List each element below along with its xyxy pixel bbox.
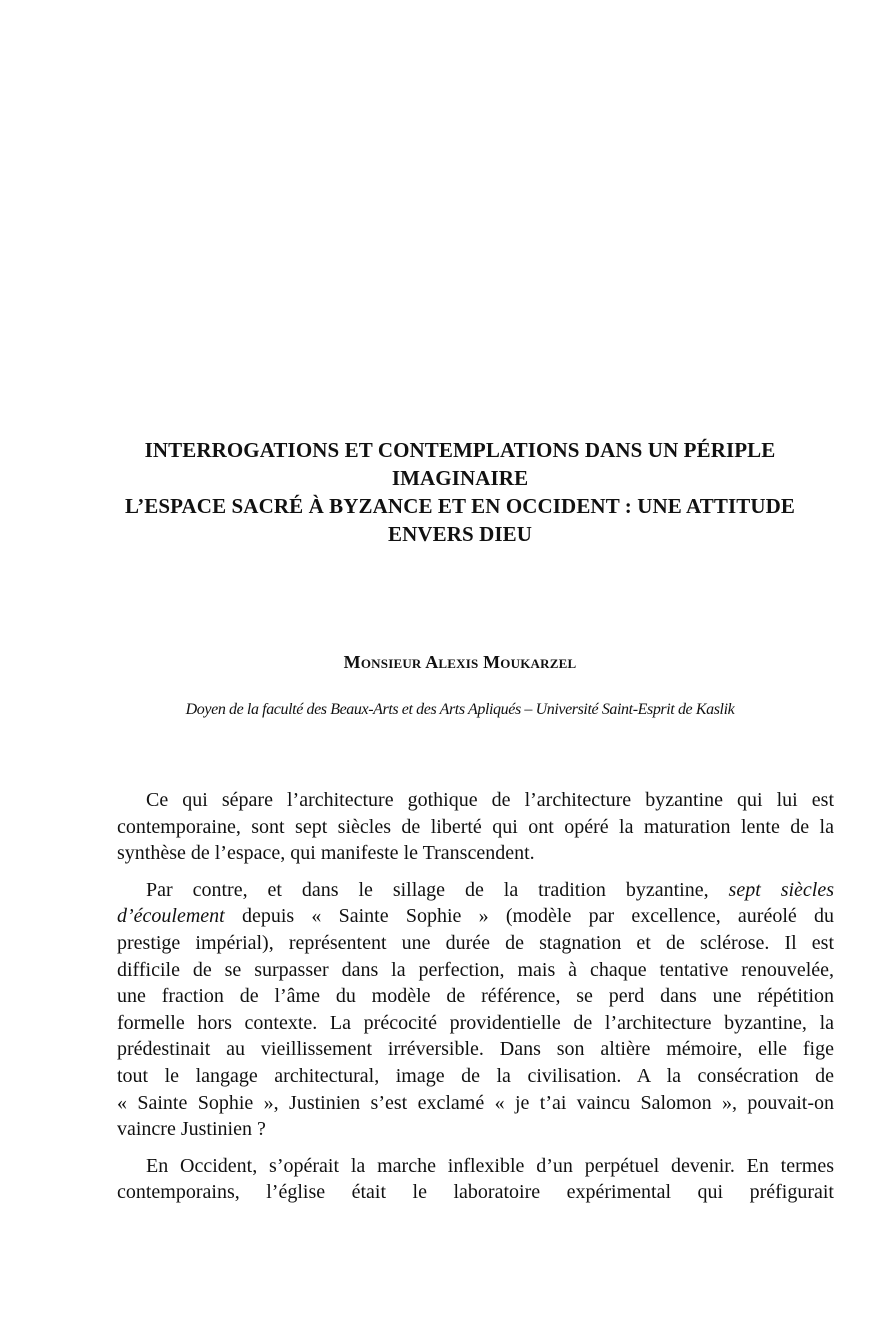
paragraph-3 — [88, 1153, 834, 1206]
text-line: En Occident, s’opérait la marche inflexible d’un perpétuel devenir. En termes — [146, 1154, 834, 1177]
author-affiliation: Doyen de la faculté des Beaux-Arts et des Arts Apliqués – Université Saint-Esprit de Kaslik — [185, 701, 735, 718]
text-line: vaincre Justinien ? — [117, 1118, 266, 1141]
text-line: contemporains, l’église était le laboratoire expérimental qui préfigurait — [117, 1181, 834, 1204]
text-line: contemporaine, sont sept siècles de liberté qui ont opéré la maturation lente de la — [117, 815, 834, 838]
text-line: formelle hors contexte. La précocité providentielle de l’architecture byzantine, la — [117, 1011, 834, 1034]
text-line — [88, 877, 834, 904]
text-line: tout le langage architectural, image de la civilisation. A la consécration de — [117, 1064, 834, 1087]
text-line — [88, 903, 834, 930]
paragraph-2 — [88, 877, 834, 1143]
title-line-1: INTERROGATIONS ET CONTEMPLATIONS DANS UN PÉRIPLE — [144, 438, 776, 462]
italic-phrase: d’écoulement — [117, 905, 225, 928]
text-span: Par contre, et dans le sillage de la tradition byzantine, — [146, 878, 709, 901]
text-line: prédestinait au vieillissement irréversible. Dans son altière mémoire, elle fige — [117, 1038, 834, 1061]
title-line-4: ENVERS DIEU — [387, 522, 533, 546]
article-title — [80, 436, 840, 548]
italic-phrase: sept siècles — [728, 878, 835, 901]
text-line: synthèse de l’espace, qui manifeste le Transcendent. — [117, 842, 535, 865]
paragraph-1 — [88, 787, 834, 867]
text-span: depuis « Sainte Sophie » (modèle par excellence, auréolé du — [241, 905, 835, 928]
text-line: « Sainte Sophie », Justinien s’est exclamé « je t’ai vaincu Salomon », pouvait-on — [117, 1091, 834, 1114]
text-line: Ce qui sépare l’architecture gothique de l’architecture byzantine qui lui est — [146, 789, 834, 811]
article-body — [88, 787, 834, 1216]
text-line: une fraction de l’âme du modèle de référence, se perd dans une répétition — [117, 985, 834, 1008]
text-line: prestige impérial), représentent une durée de stagnation et de sclérose. Il est — [117, 931, 834, 954]
author-name: Monsieur Alexis Moukarzel — [343, 652, 577, 672]
title-line-2: IMAGINAIRE — [391, 466, 529, 490]
title-line-3: L’ESPACE SACRÉ À BYZANCE ET EN OCCIDENT : UNE ATTITUDE — [125, 494, 795, 518]
text-line: difficile de se surpasser dans la perfection, mais à chaque tentative renouvelée, — [117, 958, 834, 981]
